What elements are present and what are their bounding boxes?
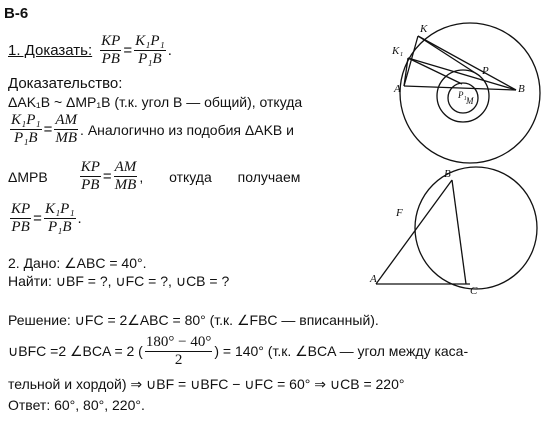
fraction-numerator: AM xyxy=(55,112,78,128)
solution-line-2-right: ) = 140° (т.к. ∠BCA — угол между каса- xyxy=(214,343,469,359)
fraction-denominator: MB xyxy=(55,130,78,146)
fraction-kp-pb-3 xyxy=(10,202,31,235)
proof-line-2 xyxy=(8,113,294,146)
period: . xyxy=(77,210,82,227)
label-c: C xyxy=(470,285,478,296)
triangle-mpb: ΔMPB xyxy=(8,168,48,185)
fraction-numerator: KP xyxy=(101,33,121,49)
variant-label: В-6 xyxy=(4,5,29,22)
fraction-denominator: P₁B xyxy=(138,51,162,67)
label-p: P xyxy=(482,65,489,77)
fraction-am-mb-2 xyxy=(114,160,138,193)
fraction-kp-pb-2 xyxy=(80,160,101,193)
segment-k1b xyxy=(408,58,516,90)
fraction-denominator: P₁B xyxy=(47,219,72,235)
period: . xyxy=(167,42,172,59)
proof-title: Доказательство: xyxy=(8,75,123,92)
fraction-kp-pb xyxy=(100,34,121,67)
label-k: K xyxy=(420,23,428,35)
proof-line-4 xyxy=(8,202,82,235)
fraction-denominator: MB xyxy=(114,177,137,193)
fraction-numerator: KP xyxy=(80,159,100,175)
fraction-denominator: 2 xyxy=(174,352,183,368)
fraction-denominator: PB xyxy=(81,177,100,193)
proof-line-3 xyxy=(8,160,300,193)
fraction-numerator: AM xyxy=(114,159,137,175)
fraction-denominator: PB xyxy=(101,51,120,67)
fraction-angle xyxy=(145,335,212,368)
figure-2-circle-triangle xyxy=(366,160,550,296)
label-b: B xyxy=(444,168,451,180)
task1-label: 1. Доказать: xyxy=(8,42,93,59)
circle xyxy=(415,167,537,289)
proof-line-3-text: , откуда получаем xyxy=(139,168,301,185)
label-a: A xyxy=(394,83,401,95)
fraction-numerator: KP xyxy=(11,201,31,217)
answer-line: Ответ: 60°, 80°, 220°. xyxy=(8,397,145,413)
equals-sign: = xyxy=(102,168,112,185)
solution-line-2 xyxy=(8,335,468,368)
task1-statement xyxy=(8,34,172,67)
fraction-denominator: PB xyxy=(11,219,30,235)
fraction-numerator: K₁P₁ xyxy=(11,112,41,128)
fraction-numerator: K₁P₁ xyxy=(44,201,75,217)
equals-sign: = xyxy=(43,121,53,138)
segment-bc xyxy=(452,180,466,284)
segment-ab xyxy=(376,180,452,284)
fraction-k1p1-p1b-3 xyxy=(44,202,76,235)
proof-line-2-text: . Аналогично из подобия ΔAKB и xyxy=(80,121,294,138)
label-m: M xyxy=(466,96,474,106)
equals-sign: = xyxy=(123,42,133,59)
fraction-am-mb xyxy=(54,113,78,146)
label-b: B xyxy=(518,83,525,95)
fraction-denominator: P₁B xyxy=(14,130,38,146)
fraction-k1p1-p1b-2 xyxy=(10,113,42,146)
fraction-k1p1-p1b xyxy=(134,34,166,67)
segment-kb xyxy=(418,36,516,90)
solution-line-3: тельной и хордой) ⇒ ∪BF = ∪BFC − ∪FC = 60° ⇒ ∪CB = 220° xyxy=(8,376,405,392)
fraction-numerator: K₁P₁ xyxy=(135,33,165,49)
label-f: F xyxy=(396,207,403,219)
solution-line-2-left: ∪BFC =2 ∠BCA = 2 ( xyxy=(8,343,143,359)
solution-line-1: Решение: ∪FC = 2∠ABC = 80° (т.к. ∠FBC — вписанный). xyxy=(8,312,379,328)
task2-given: 2. Дано: ∠ABC = 40°. xyxy=(8,255,147,271)
equals-sign: = xyxy=(33,210,42,227)
label-a: A xyxy=(370,273,377,285)
fraction-numerator: 180° − 40° xyxy=(145,334,212,350)
task2-find: Найти: ∪BF = ?, ∪FC = ?, ∪CB = ? xyxy=(8,273,230,289)
figure-1-circles xyxy=(380,18,548,168)
label-k1: K₁ xyxy=(392,45,404,57)
proof-line-1: ΔAK₁B ~ ΔMP₁B (т.к. угол B — общий), откуда xyxy=(8,94,303,110)
label-p1: P₁ xyxy=(458,90,467,100)
